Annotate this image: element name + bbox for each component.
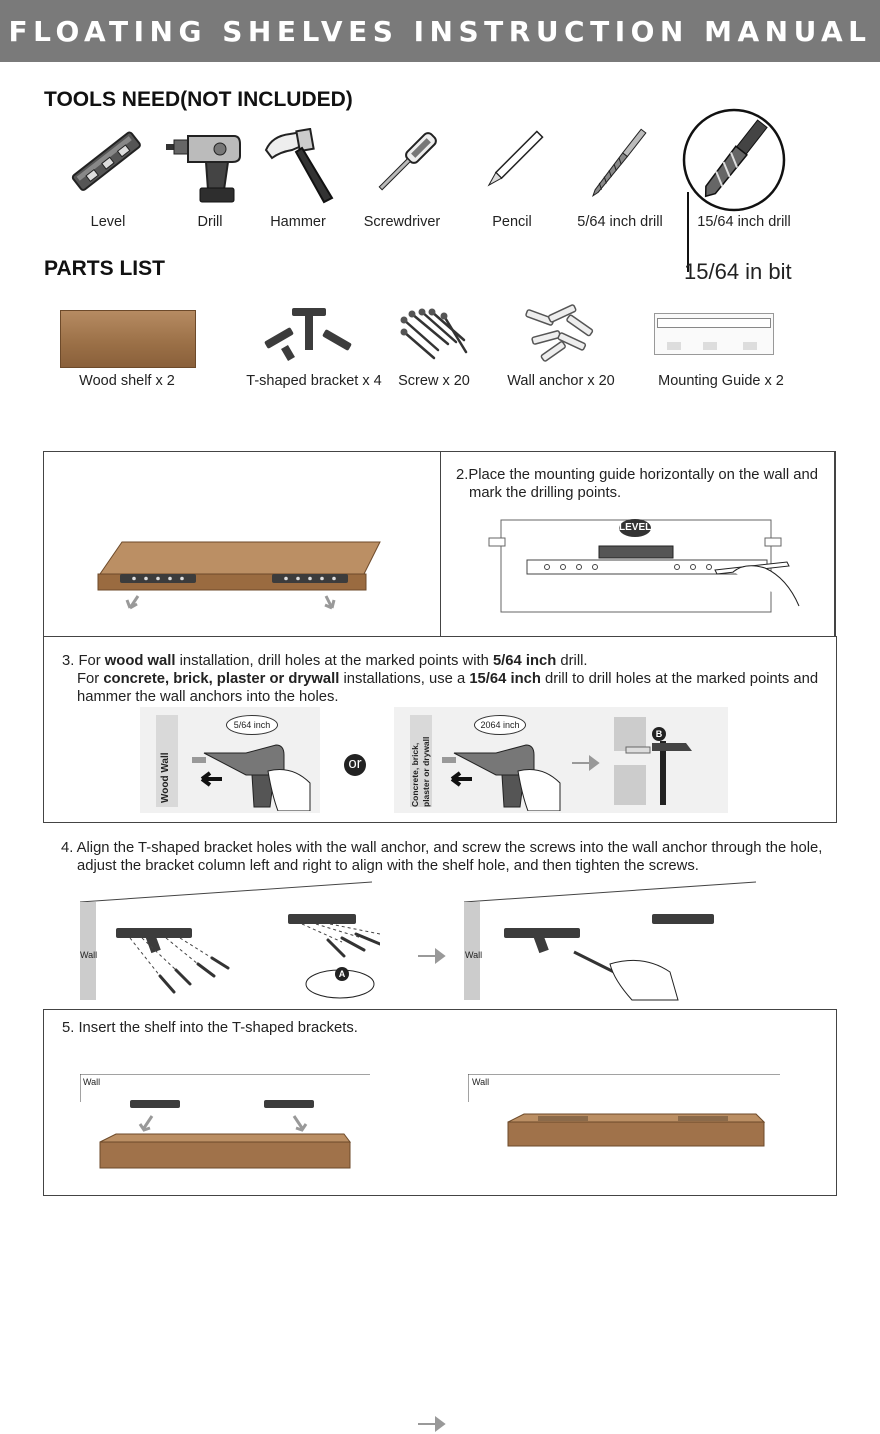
step-5-right-illustration [468, 1074, 780, 1186]
wood-shelf-image [60, 310, 196, 368]
screwdriver-icon [368, 128, 440, 202]
shelf-with-brackets-illustration [94, 534, 384, 612]
step-3-text-6: drill to drill holes at the marked points and [540, 671, 819, 687]
concrete-wall-drill-scene [394, 707, 728, 813]
step-4-arrow [416, 946, 446, 966]
tool-label-hammer: Hammer [270, 214, 326, 230]
step-4-left-illustration [80, 880, 380, 1002]
wall-anchors-icon [518, 304, 602, 364]
step-4-text-line2: adjust the bracket column left and right to align with the shelf hole, and then tighten the screws. [77, 858, 699, 874]
step-5-wall-right-label: Wall [472, 1077, 490, 1087]
drill-icon [162, 132, 242, 204]
step-2-text-line1: 2.Place the mounting guide horizontally on the wall and [456, 467, 818, 483]
step-5-panel [43, 1009, 837, 1196]
tools-section-title: TOOLS NEED(NOT INCLUDED) [44, 88, 353, 111]
level-icon [68, 122, 146, 202]
step-3-text-3: drill. [556, 653, 588, 669]
hammer-icon [262, 128, 338, 204]
part-label-mounting-guide: Mounting Guide x 2 [658, 373, 784, 389]
step-3-bold-15-64: 15/64 inch [469, 671, 541, 687]
tool-label-5-64-drill: 5/64 inch drill [577, 214, 663, 230]
part-label-t-bracket: T-shaped bracket x 4 [246, 373, 382, 389]
step-3-text-5: installations, use a [339, 671, 470, 687]
drill-size-bubble-2: 2064 inch [474, 715, 526, 735]
step-5-arrow [416, 1414, 446, 1434]
step-3-bold-materials: concrete, brick, plaster or drywall [103, 671, 340, 687]
step-5-text: 5. Insert the shelf into the T-shaped brackets. [62, 1020, 358, 1036]
step-3-panel [43, 636, 837, 823]
part-label-wood-shelf: Wood shelf x 2 [79, 373, 175, 389]
step-4-text-line1: 4. Align the T-shaped bracket holes with the wall anchor, and screw the screws into the wall anchor through the hole, [61, 840, 823, 856]
mounting-guide-image [654, 313, 774, 355]
step-3-text-2: installation, drill holes at the marked points with [175, 653, 493, 669]
step-3-text-4: For [77, 671, 104, 687]
step-3-text-line3: hammer the wall anchors into the holes. [77, 689, 339, 705]
tool-label-level: Level [90, 214, 126, 230]
or-badge: or [344, 754, 366, 776]
marker-b-badge: B [652, 727, 666, 741]
tool-label-screwdriver: Screwdriver [363, 214, 441, 230]
level-tag: LEVEL [619, 522, 652, 533]
wood-wall-label: Wood Wall [160, 752, 171, 803]
step-4-text [61, 839, 861, 875]
step-3-bold-wood-wall: wood wall [104, 653, 176, 669]
step-5-wall-left-label: Wall [83, 1077, 101, 1087]
screws-icon [398, 306, 470, 364]
concrete-wall-label: Concrete, brick, plaster or drywall [410, 736, 431, 807]
pencil-icon [474, 128, 546, 200]
wood-wall-drill-scene [140, 707, 320, 813]
part-label-screw: Screw x 20 [398, 373, 470, 389]
page-title: FLOATING SHELVES INSTRUCTION MANUAL [0, 0, 880, 62]
step-3-bold-5-64: 5/64 inch [492, 653, 557, 669]
step-2-panel [440, 451, 836, 637]
step-4-wall-right-label: Wall [465, 950, 483, 960]
bit-callout: 15/64 in bit [684, 259, 792, 284]
parts-section-title: PARTS LIST [44, 257, 165, 280]
drill-bit-icon [582, 128, 652, 202]
step-4-right-illustration [464, 880, 764, 1002]
t-bracket-icon [260, 306, 360, 366]
step-4-wall-left-label: Wall [80, 950, 98, 960]
mounting-guide-marking-illustration [487, 518, 833, 618]
tool-label-pencil: Pencil [492, 214, 532, 230]
step-1-panel [43, 451, 441, 637]
part-label-wall-anchor: Wall anchor x 20 [507, 373, 615, 389]
step-2-text-line2: mark the drilling points. [469, 485, 622, 501]
step-3-text-1: 3. For [62, 653, 105, 669]
marker-a-badge: A [335, 967, 349, 981]
drill-bit-magnified-icon [672, 108, 804, 274]
tool-label-15-64-drill: 15/64 inch drill [697, 214, 791, 230]
tool-label-drill: Drill [197, 214, 223, 230]
step-5-left-illustration [80, 1074, 370, 1186]
drill-size-bubble-1: 5/64 inch [226, 715, 278, 735]
